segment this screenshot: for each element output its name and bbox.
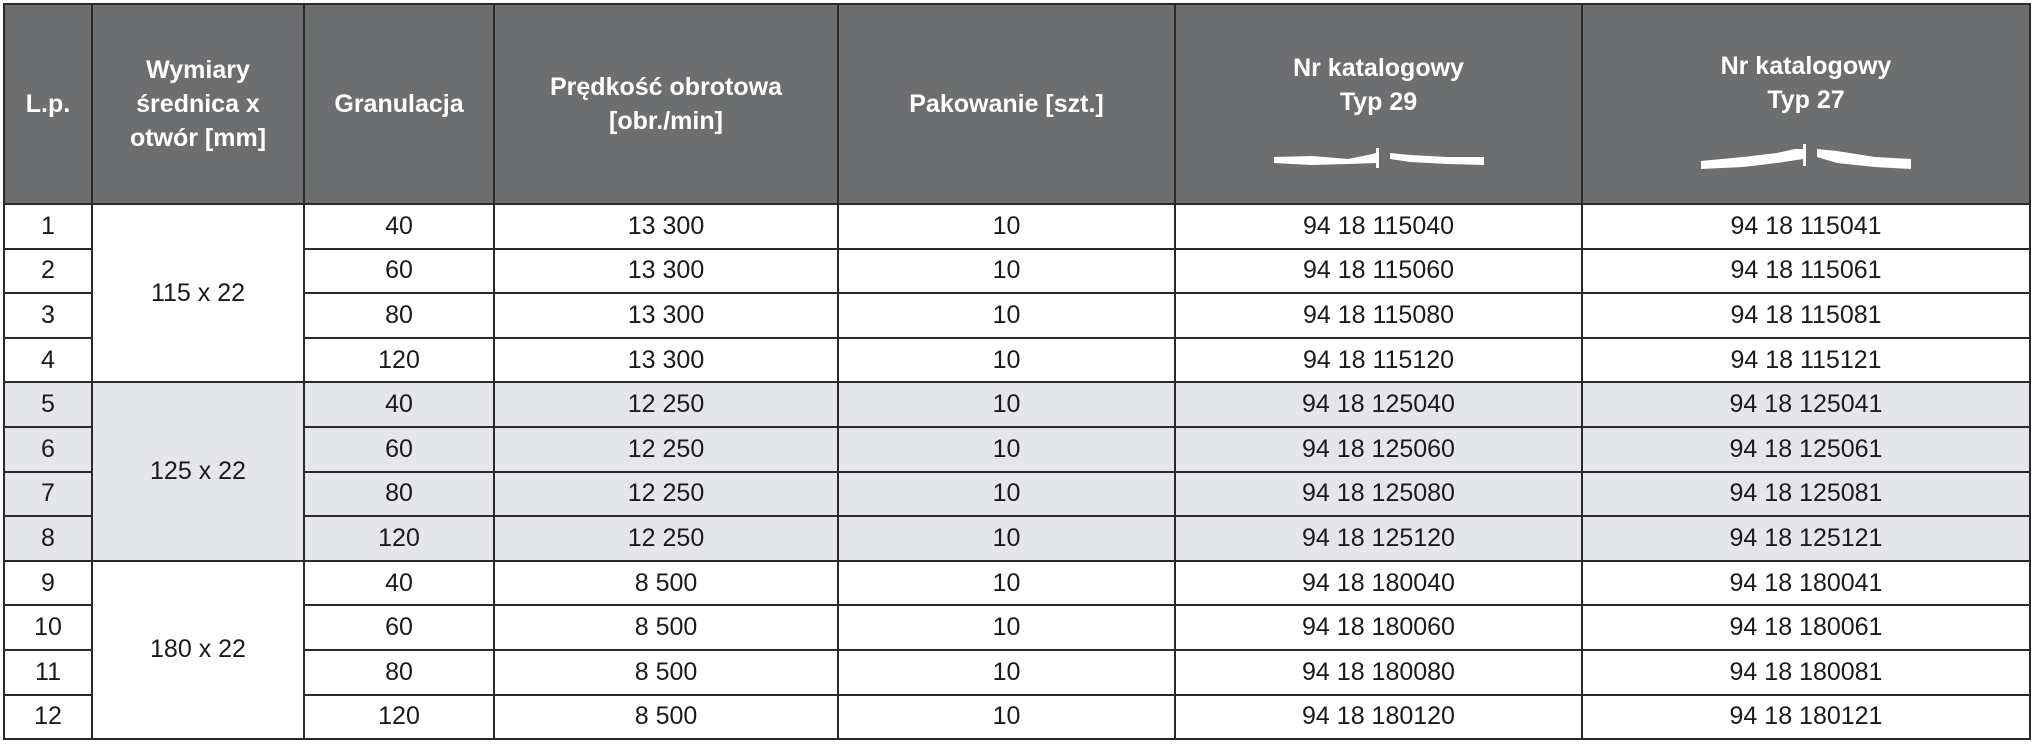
cell-packing: 10 xyxy=(838,561,1175,606)
cell-catalog-typ29: 94 18 180080 xyxy=(1175,650,1582,695)
cell-catalog-typ29: 94 18 125080 xyxy=(1175,472,1582,517)
col-header-lp-label: L.p. xyxy=(25,90,71,118)
cell-granulation: 80 xyxy=(304,650,494,695)
table-row xyxy=(4,338,2030,383)
col-header-wymiary-line1: Wymiary xyxy=(146,56,250,84)
col-header-wymiary-line3: otwór [mm] xyxy=(129,124,267,152)
cell-speed: 8 500 xyxy=(494,605,838,650)
cell-lp: 9 xyxy=(4,561,92,606)
cell-lp: 6 xyxy=(4,427,92,472)
col-header-wymiary xyxy=(92,4,304,204)
cell-packing: 10 xyxy=(838,516,1175,561)
cell-granulation: 60 xyxy=(304,427,494,472)
cell-catalog-typ27: 94 18 180081 xyxy=(1582,650,2030,695)
table-row xyxy=(4,695,2030,740)
cell-catalog-typ29: 94 18 180120 xyxy=(1175,695,1582,740)
cell-catalog-typ29: 94 18 115060 xyxy=(1175,249,1582,294)
cell-lp: 11 xyxy=(4,650,92,695)
cell-granulation: 60 xyxy=(304,249,494,294)
table-row xyxy=(4,382,2030,427)
cell-lp: 2 xyxy=(4,249,92,294)
cell-granulation: 80 xyxy=(304,293,494,338)
col-header-typ29-line1: Nr katalogowy xyxy=(1293,54,1464,82)
cell-lp: 8 xyxy=(4,516,92,561)
cell-speed: 12 250 xyxy=(494,472,838,517)
cell-packing: 10 xyxy=(838,382,1175,427)
cell-speed: 13 300 xyxy=(494,204,838,249)
col-header-predkosc-line1: Prędkość obrotowa xyxy=(550,73,782,101)
col-header-wymiary-line2: średnica x xyxy=(136,90,260,118)
cell-packing: 10 xyxy=(838,695,1175,740)
cell-catalog-typ27: 94 18 115061 xyxy=(1582,249,2030,294)
cell-catalog-typ29: 94 18 125040 xyxy=(1175,382,1582,427)
col-header-pakowanie xyxy=(838,4,1175,204)
cell-speed: 12 250 xyxy=(494,427,838,472)
cell-granulation: 120 xyxy=(304,338,494,383)
table-row xyxy=(4,605,2030,650)
cell-lp: 1 xyxy=(4,204,92,249)
cell-catalog-typ27: 94 18 180061 xyxy=(1582,605,2030,650)
cell-granulation: 40 xyxy=(304,382,494,427)
cell-granulation: 40 xyxy=(304,204,494,249)
col-header-pakowanie-label: Pakowanie [szt.] xyxy=(909,90,1104,118)
col-header-lp xyxy=(4,4,92,204)
cell-catalog-typ29: 94 18 115080 xyxy=(1175,293,1582,338)
col-header-typ29 xyxy=(1175,4,1582,204)
cell-catalog-typ27: 94 18 125061 xyxy=(1582,427,2030,472)
flap-disc-type29-icon xyxy=(1272,145,1486,171)
table-row xyxy=(4,204,2030,249)
cell-dimension: 125 x 22 xyxy=(92,382,304,560)
cell-packing: 10 xyxy=(838,427,1175,472)
table-row xyxy=(4,427,2030,472)
cell-packing: 10 xyxy=(838,472,1175,517)
cell-catalog-typ27: 94 18 115041 xyxy=(1582,204,2030,249)
cell-lp: 3 xyxy=(4,293,92,338)
cell-catalog-typ27: 94 18 125041 xyxy=(1582,382,2030,427)
col-header-typ27 xyxy=(1582,4,2030,204)
col-header-predkosc xyxy=(494,4,838,204)
cell-packing: 10 xyxy=(838,650,1175,695)
cell-catalog-typ27: 94 18 180041 xyxy=(1582,561,2030,606)
header-row xyxy=(4,4,2030,204)
cell-dimension: 115 x 22 xyxy=(92,204,304,382)
table-row xyxy=(4,249,2030,294)
cell-speed: 13 300 xyxy=(494,338,838,383)
cell-lp: 4 xyxy=(4,338,92,383)
cell-granulation: 80 xyxy=(304,472,494,517)
cell-packing: 10 xyxy=(838,293,1175,338)
product-table xyxy=(3,3,2031,740)
cell-speed: 12 250 xyxy=(494,382,838,427)
col-header-predkosc-line2: [obr./min] xyxy=(609,107,723,135)
cell-granulation: 120 xyxy=(304,516,494,561)
cell-packing: 10 xyxy=(838,338,1175,383)
cell-speed: 8 500 xyxy=(494,561,838,606)
cell-speed: 12 250 xyxy=(494,516,838,561)
cell-granulation: 40 xyxy=(304,561,494,606)
cell-catalog-typ27: 94 18 115121 xyxy=(1582,338,2030,383)
cell-catalog-typ27: 94 18 125081 xyxy=(1582,472,2030,517)
cell-catalog-typ27: 94 18 115081 xyxy=(1582,293,2030,338)
cell-packing: 10 xyxy=(838,249,1175,294)
cell-lp: 5 xyxy=(4,382,92,427)
cell-speed: 13 300 xyxy=(494,293,838,338)
table-row xyxy=(4,650,2030,695)
cell-dimension: 180 x 22 xyxy=(92,561,304,739)
cell-catalog-typ29: 94 18 180040 xyxy=(1175,561,1582,606)
cell-catalog-typ29: 94 18 125060 xyxy=(1175,427,1582,472)
cell-speed: 8 500 xyxy=(494,695,838,740)
cell-lp: 10 xyxy=(4,605,92,650)
cell-granulation: 120 xyxy=(304,695,494,740)
col-header-granulacja xyxy=(304,4,494,204)
cell-speed: 13 300 xyxy=(494,249,838,294)
col-header-typ27-line1: Nr katalogowy xyxy=(1720,52,1892,80)
cell-lp: 12 xyxy=(4,695,92,740)
cell-catalog-typ27: 94 18 125121 xyxy=(1582,516,2030,561)
table-row xyxy=(4,561,2030,606)
table-row xyxy=(4,293,2030,338)
cell-lp: 7 xyxy=(4,472,92,517)
table-row xyxy=(4,516,2030,561)
cell-catalog-typ29: 94 18 115040 xyxy=(1175,204,1582,249)
table-row xyxy=(4,472,2030,517)
flap-disc-type27-icon xyxy=(1699,143,1913,173)
cell-packing: 10 xyxy=(838,605,1175,650)
cell-catalog-typ27: 94 18 180121 xyxy=(1582,695,2030,740)
cell-catalog-typ29: 94 18 115120 xyxy=(1175,338,1582,383)
cell-catalog-typ29: 94 18 180060 xyxy=(1175,605,1582,650)
cell-speed: 8 500 xyxy=(494,650,838,695)
cell-catalog-typ29: 94 18 125120 xyxy=(1175,516,1582,561)
col-header-typ29-line2: Typ 29 xyxy=(1339,88,1418,116)
cell-granulation: 60 xyxy=(304,605,494,650)
cell-packing: 10 xyxy=(838,204,1175,249)
col-header-granulacja-label: Granulacja xyxy=(334,90,464,118)
col-header-typ27-line2: Typ 27 xyxy=(1767,86,1845,114)
